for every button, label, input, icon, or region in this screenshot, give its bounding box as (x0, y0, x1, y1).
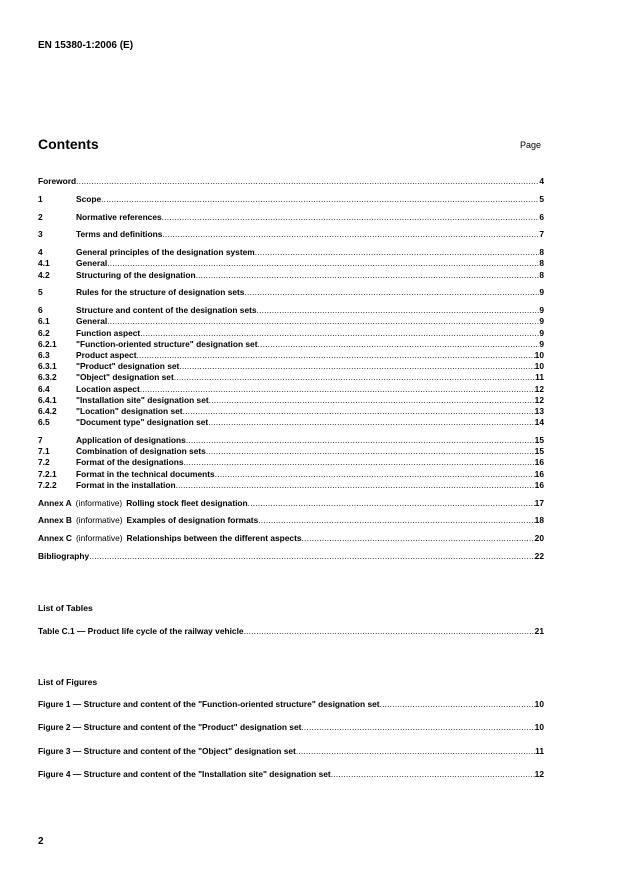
toc-entry-number: 3 (38, 229, 43, 240)
toc-entry[interactable] (38, 480, 544, 491)
toc-entry-number: 7.2.1 (38, 468, 57, 479)
toc-entry-title: Application of designations (76, 435, 186, 446)
list-of-figures (38, 699, 544, 792)
toc-entry[interactable] (38, 229, 544, 240)
toc-entry-title: Function aspect (76, 327, 141, 338)
toc-entry-number: 4 (38, 247, 43, 258)
toc-leader-dots (183, 406, 535, 417)
toc-entry-number: 1 (38, 193, 43, 204)
toc-entry-page: 7 (539, 229, 544, 240)
toc-bibliography-entry[interactable] (38, 551, 544, 562)
toc-gap (38, 428, 544, 435)
figure-entry-title: Figure 1 — Structure and content of the "Function-oriented structure" designation set (38, 699, 380, 709)
toc-entry-number: 6.5 (38, 417, 50, 428)
toc-entry-page: 13 (534, 406, 544, 417)
toc-leader-dots (331, 769, 535, 780)
toc-entry-title: Location aspect (76, 383, 140, 394)
toc-leader-dots (162, 229, 539, 240)
toc-entry[interactable] (38, 270, 544, 281)
toc-leader-dots (301, 722, 534, 733)
toc-entry[interactable] (38, 384, 544, 395)
toc-entry-number: 6 (38, 305, 43, 316)
toc-entry-page: 15 (534, 435, 544, 446)
toc-entry-title: Product aspect (76, 350, 137, 360)
toc-entry-title: Scope (76, 193, 102, 204)
figure-entry-title: Figure 4 — Structure and content of the "Installation site" designation set (38, 768, 331, 779)
page-column-label: Page (520, 140, 542, 150)
figure-entry-page: 10 (534, 699, 544, 709)
toc-entry-page: 4 (539, 176, 544, 186)
toc-leader-dots (244, 626, 535, 637)
table-of-contents (38, 176, 544, 562)
toc-entry-number: 6.4.2 (38, 406, 57, 417)
toc-leader-dots (76, 176, 539, 187)
bibliography-page: 22 (534, 551, 544, 562)
figure-list-entry[interactable] (38, 722, 544, 745)
toc-entry[interactable] (38, 406, 544, 417)
toc-leader-dots (380, 699, 535, 710)
toc-entry-number: 6.2 (38, 327, 50, 338)
toc-entry-number: 6.3.1 (38, 361, 57, 372)
toc-entry[interactable] (38, 305, 544, 316)
bibliography-title: Bibliography (38, 551, 90, 562)
toc-entry[interactable] (38, 316, 544, 327)
toc-annex-entry[interactable] (38, 515, 544, 526)
toc-entry-title: Combination of designation sets (76, 446, 206, 457)
list-of-tables (38, 626, 544, 649)
toc-entry[interactable] (38, 417, 544, 428)
toc-leader-dots (174, 372, 535, 383)
toc-leader-dots (215, 469, 535, 480)
toc-entry-title: Terms and definitions (76, 229, 163, 240)
toc-leader-dots (196, 270, 540, 281)
toc-entry[interactable] (38, 339, 544, 350)
figure-list-entry[interactable] (38, 699, 544, 722)
toc-gap (38, 299, 544, 306)
toc-entry[interactable] (38, 247, 544, 258)
toc-entry-number: 4.2 (38, 269, 50, 280)
figure-list-entry[interactable] (38, 746, 544, 769)
toc-entry-number: 7.2.2 (38, 479, 57, 490)
toc-entry[interactable] (38, 176, 544, 187)
toc-gap (38, 223, 544, 230)
toc-entry-page: 16 (534, 457, 544, 468)
toc-leader-dots (248, 498, 535, 509)
annex-note: (informative) (75, 515, 123, 526)
toc-entry-page: 11 (535, 372, 544, 383)
toc-annex-entry[interactable] (38, 498, 544, 509)
toc-entry-title: "Installation site" designation set (76, 394, 209, 405)
toc-leader-dots (162, 212, 540, 223)
toc-leader-dots (296, 746, 535, 757)
annex-page: 20 (534, 533, 544, 544)
table-entry-page: 21 (534, 626, 544, 636)
toc-entry[interactable] (38, 194, 544, 205)
toc-entry-page: 15 (534, 446, 544, 457)
toc-entry[interactable] (38, 361, 544, 372)
toc-entry-title: "Product" designation set (76, 361, 180, 372)
toc-entry-title: Structure and content of the designation sets (76, 305, 257, 316)
figure-list-entry[interactable] (38, 769, 544, 792)
toc-entry-page: 9 (539, 338, 544, 349)
toc-entry-page: 8 (539, 269, 544, 280)
annex-note: (informative) (75, 533, 123, 544)
toc-entry-title: General principles of the designation system (76, 247, 255, 258)
toc-entry-page: 9 (539, 316, 544, 327)
toc-entry-page: 9 (539, 287, 544, 298)
toc-leader-dots (184, 457, 535, 468)
table-entry-title: Table C.1 — Product life cycle of the railway vehicle (38, 626, 244, 636)
toc-entry-title: Structuring of the designation (76, 269, 196, 280)
toc-entry-page: 10 (534, 361, 544, 372)
toc-leader-dots (101, 194, 539, 205)
toc-entry[interactable] (38, 395, 544, 406)
list-of-figures-heading: List of Figures (38, 677, 98, 687)
toc-entry-number: 6.3.2 (38, 372, 57, 383)
toc-entry-title: "Location" designation set (76, 406, 183, 417)
toc-gap (38, 491, 544, 498)
toc-entry-number: 6.4.1 (38, 394, 57, 405)
toc-entry[interactable] (38, 469, 544, 480)
toc-gap (38, 544, 544, 551)
annex-title: Examples of designation formats (126, 515, 259, 526)
toc-entry[interactable] (38, 258, 544, 269)
figure-entry-page: 10 (534, 722, 544, 733)
toc-entry-page: 16 (534, 479, 544, 490)
toc-entry[interactable] (38, 457, 544, 468)
toc-entry[interactable] (38, 435, 544, 446)
annex-title: Relationships between the different aspects (126, 533, 302, 544)
annex-note: (informative) (75, 497, 123, 508)
toc-entry-title: "Document type" designation set (76, 417, 209, 428)
toc-entry-title: Format in the installation (76, 479, 176, 490)
toc-entry-page: 9 (539, 327, 544, 338)
toc-leader-dots (89, 551, 534, 562)
toc-entry[interactable] (38, 328, 544, 339)
toc-entry-number: 4.1 (38, 258, 50, 269)
annex-label: Annex B (38, 515, 72, 526)
toc-leader-dots (179, 361, 534, 372)
toc-leader-dots (186, 435, 535, 446)
toc-leader-dots (107, 258, 539, 269)
toc-entry-number: 6.1 (38, 316, 50, 327)
toc-entry-number: 7.2 (38, 457, 50, 468)
toc-entry-title: Format of the designations (76, 457, 184, 468)
toc-entry-page: 8 (539, 247, 544, 258)
toc-entry-page: 16 (534, 468, 544, 479)
contents-title: Contents (38, 136, 99, 152)
toc-entry[interactable] (38, 446, 544, 457)
figure-entry-page: 12 (534, 768, 544, 779)
figure-entry-title: Figure 2 — Structure and content of the "Product" designation set (38, 722, 302, 733)
document-id: EN 15380-1:2006 (E) (38, 40, 134, 51)
toc-leader-dots (137, 350, 535, 361)
toc-entry-title: "Function-oriented structure" designation set (76, 338, 258, 349)
toc-entry-page: 10 (534, 350, 544, 360)
list-of-tables-heading: List of Tables (38, 603, 93, 613)
table-list-entry[interactable] (38, 626, 544, 649)
toc-entry-number: 5 (38, 287, 43, 298)
toc-entry-page: 14 (534, 417, 544, 428)
toc-gap (38, 187, 544, 194)
toc-entry[interactable] (38, 372, 544, 383)
toc-leader-dots (258, 339, 540, 350)
toc-entry[interactable] (38, 350, 544, 361)
figure-entry-title: Figure 3 — Structure and content of the "Object" designation set (38, 745, 296, 756)
toc-entry-number: 6.4 (38, 383, 50, 394)
toc-entry-number: 2 (38, 211, 43, 222)
toc-leader-dots (208, 417, 534, 428)
toc-leader-dots (244, 287, 539, 298)
toc-entry-title: General (76, 258, 108, 269)
toc-entry-page: 12 (534, 394, 544, 405)
toc-gap (38, 509, 544, 516)
toc-leader-dots (206, 446, 535, 457)
annex-page: 17 (534, 497, 544, 508)
annex-page: 18 (534, 515, 544, 526)
toc-leader-dots (255, 247, 540, 258)
annex-label: Annex C (38, 533, 72, 544)
annex-title: Rolling stock fleet designation (126, 497, 248, 508)
toc-entry-title: Normative references (76, 211, 162, 222)
toc-entry-title: General (76, 316, 108, 327)
figure-entry-page: 11 (535, 745, 544, 756)
toc-entry[interactable] (38, 287, 544, 298)
toc-entry-page: 6 (539, 211, 544, 222)
toc-entry-number: 6.2.1 (38, 338, 57, 349)
toc-entry-page: 12 (534, 383, 544, 394)
toc-leader-dots (258, 515, 534, 526)
toc-gap (38, 241, 544, 248)
page-number: 2 (38, 836, 44, 847)
toc-entry-number: 7 (38, 435, 43, 446)
toc-entry-title: Rules for the structure of designation sets (76, 287, 245, 298)
toc-leader-dots (302, 533, 535, 544)
toc-entry-title: Foreword (38, 176, 77, 186)
toc-leader-dots (257, 305, 540, 316)
toc-leader-dots (140, 384, 535, 395)
toc-leader-dots (176, 480, 535, 491)
toc-entry-page: 9 (539, 305, 544, 316)
toc-entry-page: 5 (539, 193, 544, 204)
toc-leader-dots (107, 316, 539, 327)
toc-gap (38, 205, 544, 212)
toc-leader-dots (209, 395, 535, 406)
toc-entry-title: "Object" designation set (76, 372, 174, 383)
toc-gap (38, 281, 544, 288)
toc-entry-title: Format in the technical documents (76, 468, 215, 479)
toc-gap (38, 527, 544, 534)
toc-leader-dots (140, 328, 539, 339)
toc-entry-page: 8 (539, 258, 544, 269)
toc-entry[interactable] (38, 212, 544, 223)
toc-annex-entry[interactable] (38, 533, 544, 544)
toc-entry-number: 7.1 (38, 446, 50, 457)
annex-label: Annex A (38, 497, 72, 508)
toc-entry-number: 6.3 (38, 350, 50, 360)
